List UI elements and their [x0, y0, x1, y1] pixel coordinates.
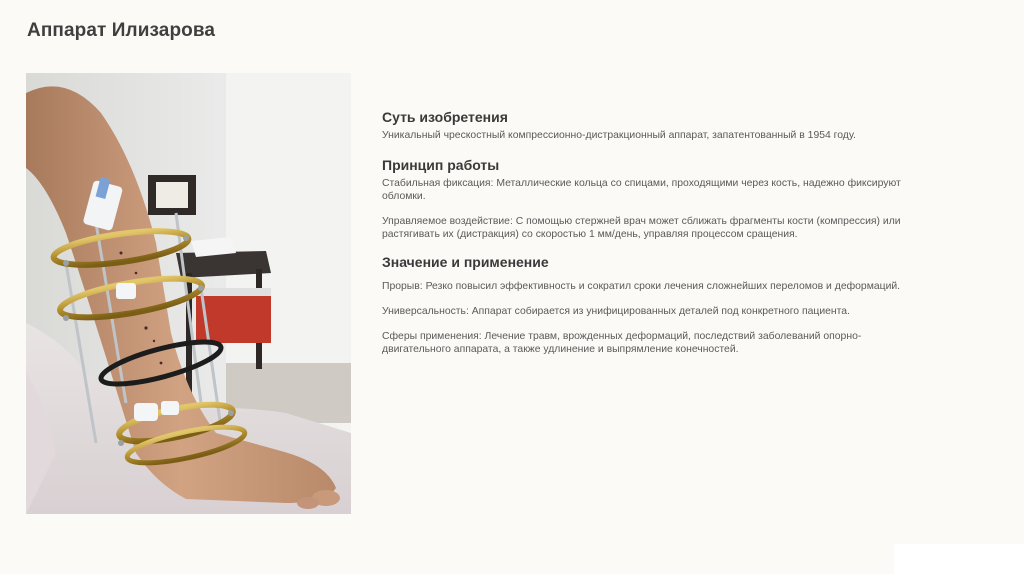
section-invention-essence: [382, 108, 912, 142]
section-significance: [382, 253, 912, 356]
corner-overlay: [894, 544, 1024, 574]
section-paragraph: Стабильная фиксация: Металлические кольца со спицами, проходящими через кость, надежно фиксируют обломки.: [382, 178, 901, 202]
section-paragraph: Сферы применения: Лечение травм, врожденных деформаций, последствий заболеваний опорно-двигательного аппарата, а также удлинение и выпрямление конечностей.: [382, 331, 862, 355]
section-heading: Принцип работы: [382, 157, 500, 173]
content-panel: [382, 108, 912, 368]
section-paragraph: Уникальный чрескостный компрессионно-дистракционный аппарат, запатентованный в 1954 году.: [382, 130, 856, 141]
section-paragraph: Универсальность: Аппарат собирается из унифицированных деталей под конкретного пациента.: [382, 306, 850, 317]
section-paragraph: Управляемое воздействие: С помощью стержней врач может сближать фрагменты кости (компрессия) или растягивать их (дистракция) со скоростью 1 мм/день, управляя процессом сращения.: [382, 216, 901, 240]
slide-title: Аппарат Илизарова: [27, 20, 216, 41]
section-working-principle: [382, 156, 912, 241]
section-heading: Суть изобретения: [382, 109, 508, 125]
ilizarov-apparatus-photo: [26, 73, 351, 514]
section-heading: Значение и применение: [382, 254, 549, 270]
section-paragraph: Прорыв: Резко повысил эффективность и сократил сроки лечения сложнейших переломов и деформаций.: [382, 281, 901, 292]
